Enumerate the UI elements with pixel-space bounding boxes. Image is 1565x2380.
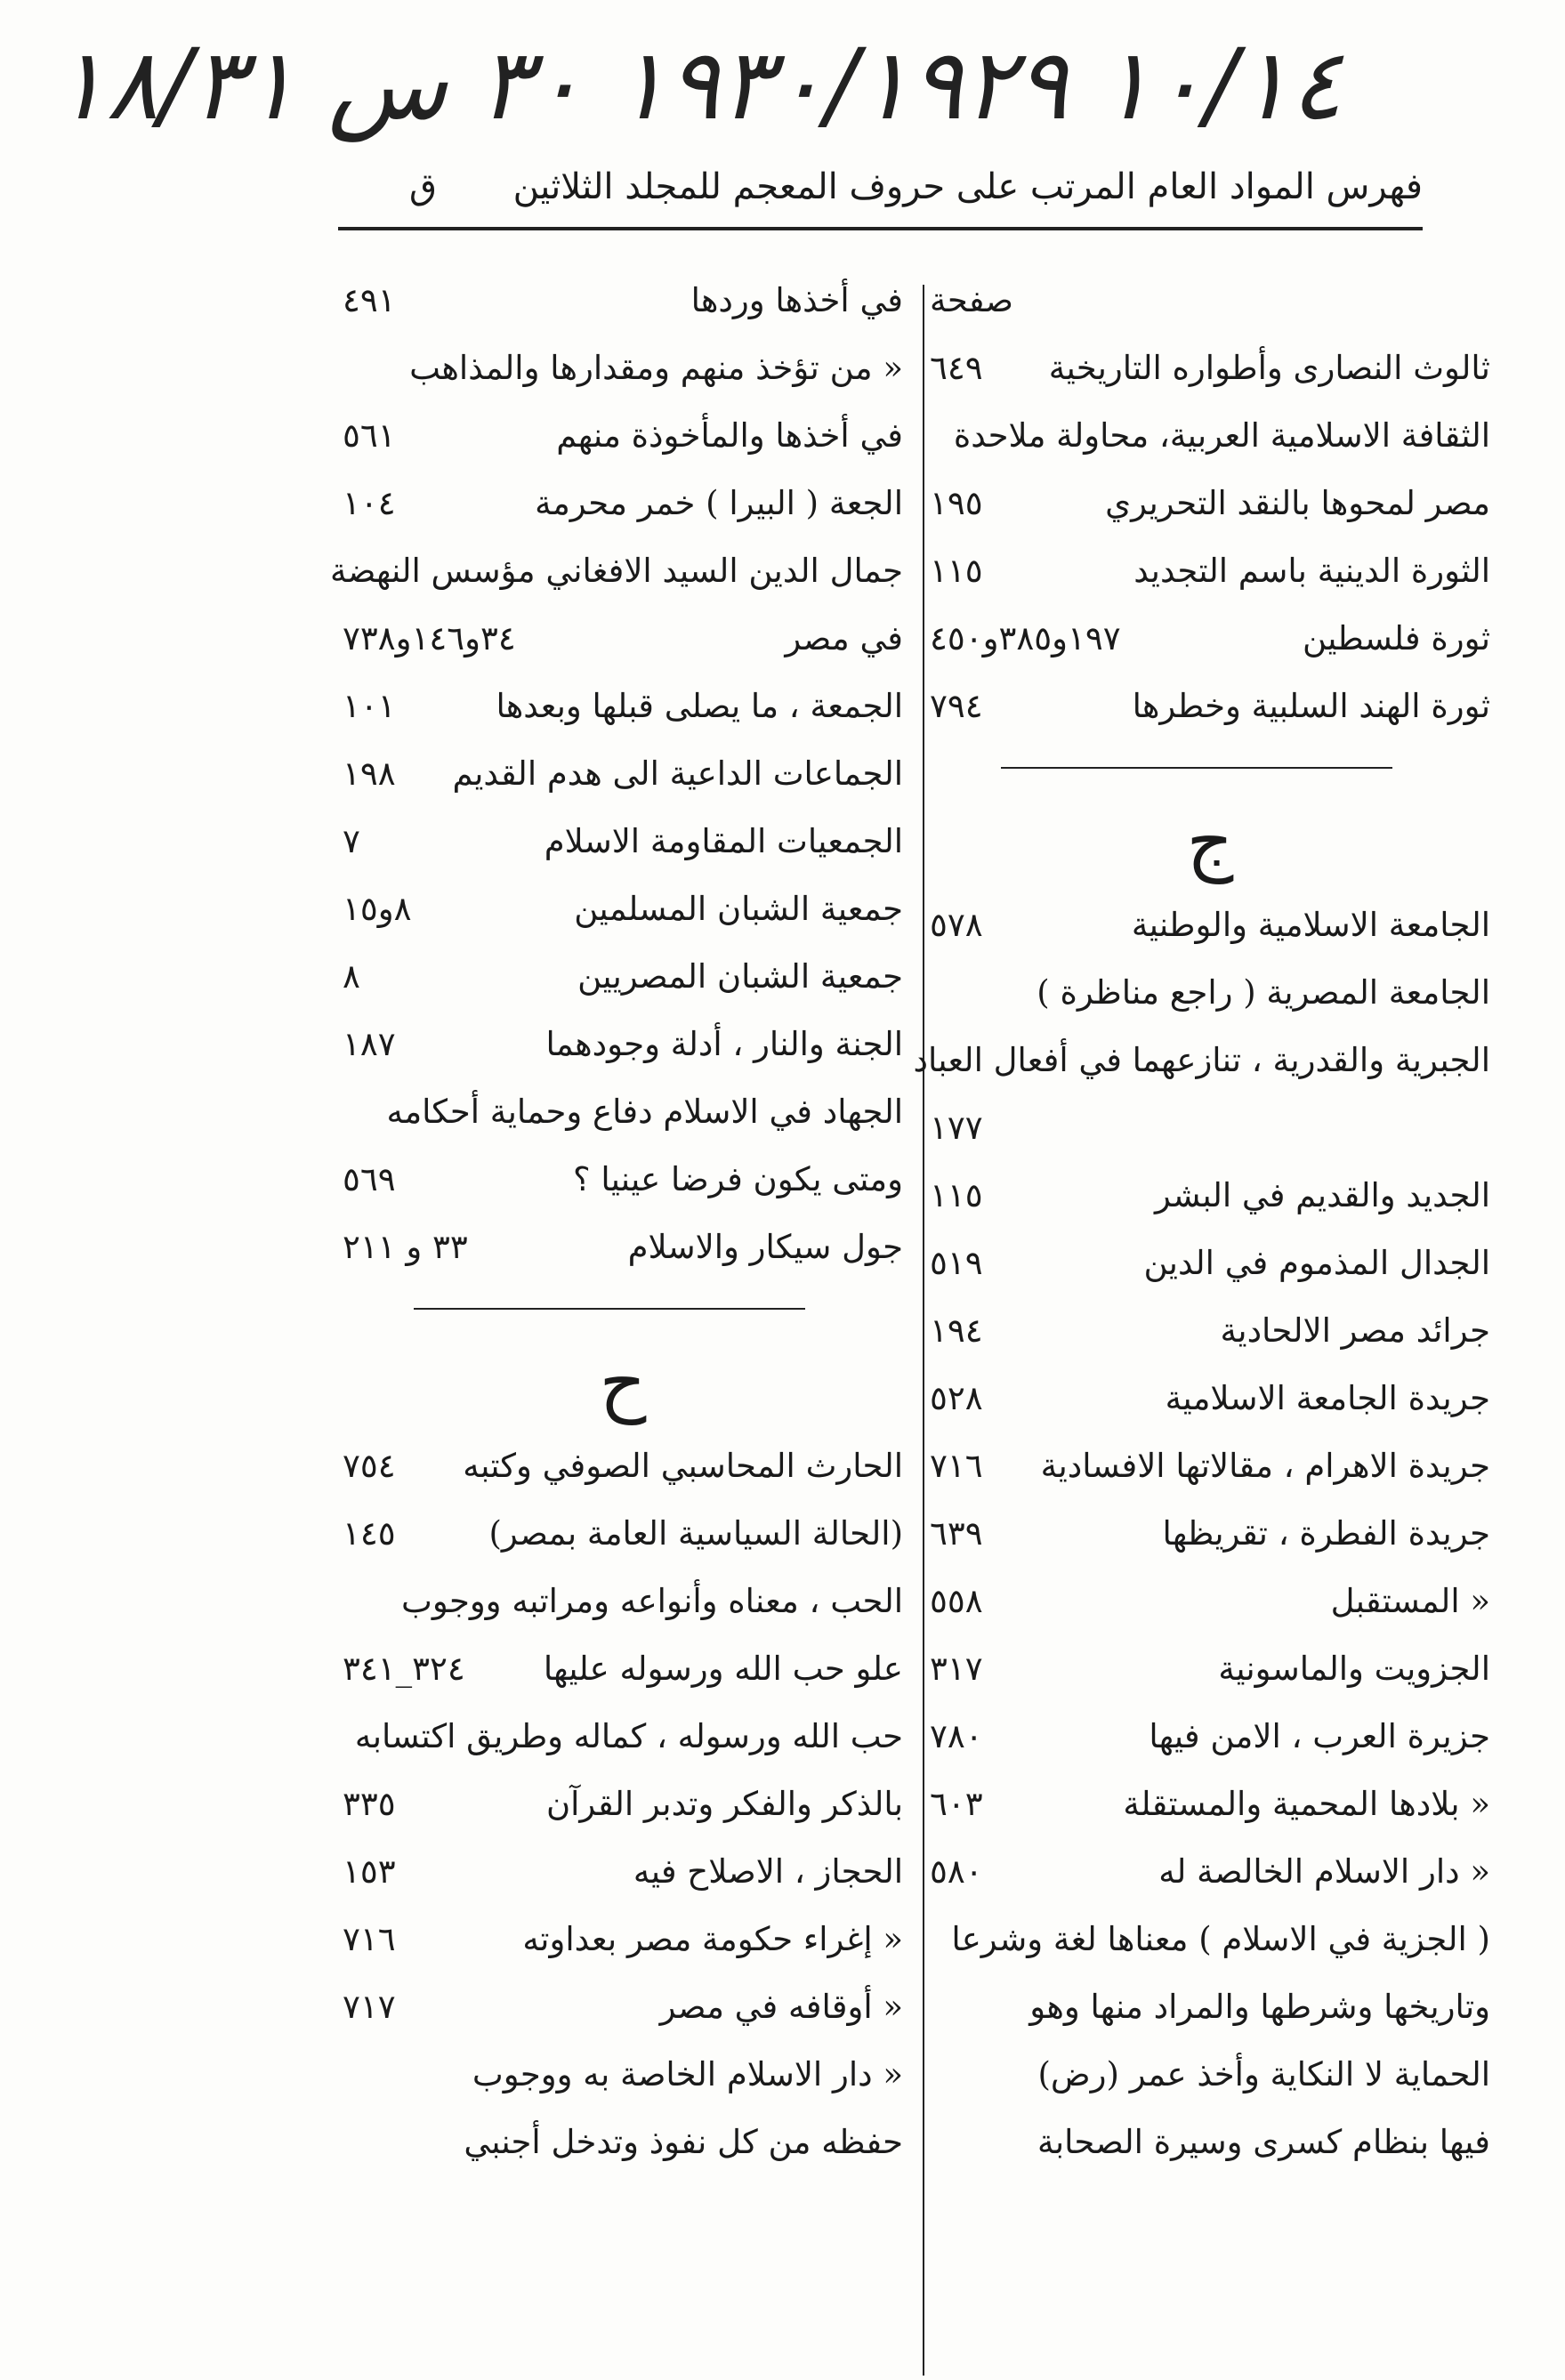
entry-title: « دار الاسلام الخاصة به ووجوب [472, 2055, 903, 2094]
index-entry [930, 605, 1490, 673]
index-entry [343, 740, 903, 808]
index-entry [343, 1568, 903, 1635]
index-entry [930, 537, 1490, 605]
index-entry [343, 402, 903, 470]
letter-heading [343, 1335, 903, 1432]
index-entry [330, 537, 903, 605]
entry-page-number: ١٩٥ [930, 484, 983, 522]
letter-heading-glyph: ح [599, 1341, 647, 1425]
index-entry [930, 470, 1490, 537]
index-entry [343, 1011, 903, 1078]
entry-title: « من تؤخذ منهم ومقدارها والمذاهب [409, 349, 903, 387]
index-entry [930, 1432, 1490, 1500]
index-entry [930, 1094, 1490, 1162]
entry-title: الجهاد في الاسلام دفاع وحماية أحكامه [386, 1093, 903, 1131]
index-entry [930, 1906, 1490, 1973]
entry-page-number: ٧٨٠ [930, 1717, 983, 1755]
entry-page-number: ٧٥٤ [343, 1447, 396, 1485]
index-entry [343, 1635, 903, 1703]
index-entry [343, 808, 903, 875]
entry-page-number: ١١٥ [930, 1176, 983, 1214]
entry-title: الجامعة المصرية ( راجع مناظرة ) [1037, 973, 1490, 1012]
letter-heading [930, 794, 1490, 891]
index-entry [930, 2041, 1490, 2109]
entry-title: « إغراء حكومة مصر بعداوته [522, 1920, 903, 1958]
entry-page-number: ١١٥ [930, 552, 983, 590]
entry-title: علو حب الله ورسوله عليها [543, 1650, 903, 1688]
entry-title: جريدة الفطرة ، تقريظها [1162, 1514, 1490, 1553]
index-entry [913, 1027, 1490, 1094]
entry-page-number: ٥٥٨ [930, 1582, 983, 1620]
entry-title: الحماية لا النكاية وأخذ عمر (رض) [1037, 2055, 1490, 2094]
index-entry [343, 673, 903, 740]
entry-page-number: ٣٤و١٤٦و٧٣٨ [343, 619, 516, 658]
index-entry [343, 1432, 903, 1500]
entry-title: الثقافة الاسلامية العربية، محاولة ملاحدة [953, 416, 1490, 455]
entry-title: الثورة الدينية باسم التجديد [1133, 552, 1490, 590]
index-entry [343, 267, 903, 335]
index-entry [930, 1838, 1490, 1906]
entry-title: الجامعة الاسلامية والوطنية [1131, 906, 1490, 944]
entry-page-number: ١٨٧ [343, 1025, 396, 1063]
index-entry [343, 2109, 903, 2176]
section-separator [930, 740, 1490, 794]
section-marker: ق [409, 166, 438, 207]
entry-page-number: ١٧٧ [930, 1109, 983, 1147]
entry-title: ثورة فلسطين [1302, 619, 1490, 658]
entry-title: جزيرة العرب ، الامن فيها [1149, 1717, 1490, 1755]
entry-title: الجمعيات المقاومة الاسلام [544, 822, 903, 860]
index-entry [930, 2109, 1490, 2176]
right-column [913, 267, 1490, 2176]
index-entry [930, 402, 1490, 470]
entry-title: في مصر [785, 619, 903, 658]
entry-title: « دار الاسلام الخالصة له [1158, 1852, 1490, 1891]
entry-title: جرائد مصر الالحادية [1220, 1311, 1490, 1350]
column-divider [923, 285, 924, 2376]
entry-page-number: ٣٣ و ٢١١ [343, 1228, 468, 1266]
entry-page-number: ٥٧٨ [930, 906, 983, 944]
index-entry [930, 959, 1490, 1027]
entry-page-number: ٣١٧ [930, 1650, 983, 1688]
index-entry [930, 1230, 1490, 1297]
entry-title: الحجاز ، الاصلاح فيه [633, 1852, 903, 1891]
entry-title: في أخذها وردها [690, 281, 903, 319]
entry-page-number: ٥١٩ [930, 1244, 983, 1282]
entry-title: الجديد والقديم في البشر [1154, 1176, 1490, 1214]
index-entry [343, 1703, 903, 1771]
index-entry [343, 875, 903, 943]
separator-line [1001, 767, 1392, 769]
index-entry [343, 470, 903, 537]
index-entry [930, 1771, 1490, 1838]
entry-page-number: ٥٦٩ [343, 1160, 396, 1198]
entry-title: مصر لمحوها بالنقد التحريري [1105, 484, 1490, 522]
index-title: فهرس المواد العام المرتب على حروف المعجم للمجلد الثلاثين [512, 166, 1423, 207]
entry-page-number: ٦٤٩ [930, 349, 983, 387]
entry-page-number: ٧ [343, 822, 360, 860]
entry-title: الحارث المحاسبي الصوفي وكتبه [463, 1447, 903, 1485]
left-column [330, 267, 903, 2176]
entry-page-number: ١٩٤ [930, 1311, 983, 1350]
entry-title: « بلادها المحمية والمستقلة [1123, 1785, 1490, 1823]
index-entry [930, 1635, 1490, 1703]
entry-title: وتاريخها وشرطها والمراد منها وهو [1029, 1988, 1490, 2026]
entry-title: (الحالة السياسية العامة بمصر) [488, 1514, 903, 1553]
entry-page-number: ١٩٧و٣٨٥و٤٥٠ [930, 619, 1121, 658]
page-header [338, 151, 1423, 222]
entry-title: « المستقبل [1330, 1582, 1490, 1620]
letter-heading-glyph: ج [1186, 800, 1234, 884]
index-entry [930, 335, 1490, 402]
index-entry [930, 1973, 1490, 2041]
entry-page-number: ٧١٦ [343, 1920, 396, 1958]
entry-page-number: ١٤٥ [343, 1514, 396, 1553]
entry-page-number: ٨و١٥ [343, 890, 412, 928]
index-entry [343, 1214, 903, 1281]
index-entry [343, 1771, 903, 1838]
entry-page-number: ٣٣٥ [343, 1785, 396, 1823]
entry-title: حفظه من كل نفوذ وتدخل أجنبي [464, 2123, 903, 2161]
entry-page-number: ١٥٣ [343, 1852, 396, 1891]
index-entry [930, 1568, 1490, 1635]
entry-title: فيها بنظام كسرى وسيرة الصحابة [1037, 2123, 1490, 2161]
entry-title: ثالوث النصارى وأطواره التاريخية [1048, 349, 1490, 387]
entry-page-number: ٥٨٠ [930, 1852, 983, 1891]
entry-page-number: ٦٣٩ [930, 1514, 983, 1553]
index-entry [343, 1973, 903, 2041]
entry-page-number: ١٠١ [343, 687, 396, 725]
index-entry [343, 1838, 903, 1906]
entry-title: في أخذها والمأخوذة منهم [556, 416, 903, 455]
entry-title: الحب ، معناه وأنواعه ومراتبه ووجوب [401, 1582, 903, 1620]
index-entry [343, 2041, 903, 2109]
entry-page-number: ٧٩٤ [930, 687, 983, 725]
entry-page-number: ٣٢٤_٣٤١ [343, 1650, 465, 1688]
entry-page-number: ١٠٤ [343, 484, 396, 522]
entry-title: جمال الدين السيد الافغاني مؤسس النهضة [330, 552, 903, 590]
entry-title: جريدة الجامعة الاسلامية [1165, 1379, 1490, 1417]
separator-line [414, 1308, 805, 1310]
entry-page-number: ٨ [343, 957, 360, 996]
entry-title: ثورة الهند السلبية وخطرها [1132, 687, 1490, 725]
entry-title: « أوقافه في مصر [659, 1988, 903, 2026]
entry-title: الجنة والنار ، أدلة وجودهما [545, 1025, 903, 1063]
header-rule [338, 227, 1423, 230]
entry-page-number: ١٩٨ [343, 754, 396, 793]
index-entry [343, 1906, 903, 1973]
index-entry [930, 267, 1490, 335]
entry-title: جريدة الاهرام ، مقالاتها الافسادية [1040, 1447, 1490, 1485]
index-entry [930, 1365, 1490, 1432]
entry-page-number: ٧١٦ [930, 1447, 983, 1485]
entry-title: الجعة ( البيرا ) خمر محرمة [535, 484, 903, 522]
index-entry [930, 1500, 1490, 1568]
index-entry [343, 335, 903, 402]
entry-title: حب الله ورسوله ، كماله وطريق اكتسابه [354, 1717, 903, 1755]
entry-title: الجمعة ، ما يصلى قبلها وبعدها [496, 687, 903, 725]
entry-title: جول سيكار والاسلام [627, 1228, 903, 1266]
entry-title: ( الجزية في الاسلام ) معناها لغة وشرعا [951, 1920, 1490, 1958]
entry-title: ومتى يكون فرضا عينيا ؟ [572, 1160, 903, 1198]
index-entry [930, 1703, 1490, 1771]
index-entry [930, 1162, 1490, 1230]
entry-page-number: ٧١٧ [343, 1988, 396, 2026]
entry-page-number: ٥٢٨ [930, 1379, 983, 1417]
index-entry [343, 1146, 903, 1214]
index-entry [930, 1297, 1490, 1365]
entry-title: جمعية الشبان المسلمين [574, 890, 903, 928]
index-entry [343, 1500, 903, 1568]
index-entry [930, 673, 1490, 740]
index-entry [343, 1078, 903, 1146]
entry-page-number: ٦٠٣ [930, 1785, 983, 1823]
entry-title: الجماعات الداعية الى هدم القديم [452, 754, 903, 793]
entry-title: الجبرية والقدرية ، تنازعهما في أفعال العباد [913, 1041, 1490, 1079]
handwritten-annotation: ١٠/١٤ ١٩٣٠/١٩٢٩ ٣٠ س ١٨/٣١ [53, 28, 1343, 141]
entry-page-number: ٤٩١ [343, 281, 396, 319]
entry-title: بالذكر والفكر وتدبر القرآن [545, 1785, 903, 1823]
entry-page-number: ٥٦١ [343, 416, 396, 455]
entry-title: الجزويت والماسونية [1218, 1650, 1490, 1688]
index-entry [343, 605, 903, 673]
entry-title: الجدال المذموم في الدين [1143, 1244, 1490, 1282]
entry-title: جمعية الشبان المصريين [577, 957, 903, 996]
index-entry [930, 891, 1490, 959]
section-separator [343, 1281, 903, 1335]
entry-page-number: صفحة [930, 281, 1013, 319]
index-entry [343, 943, 903, 1011]
